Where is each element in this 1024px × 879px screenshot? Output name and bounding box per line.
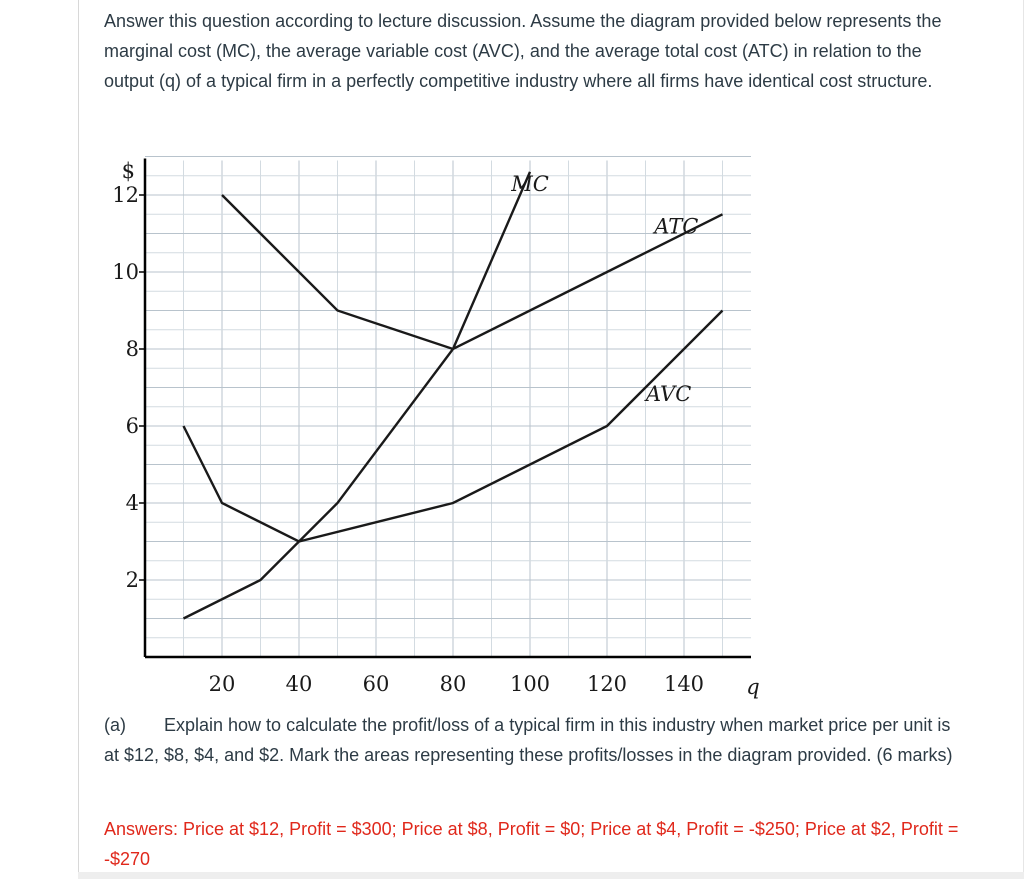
y-tick-label: 12 <box>112 183 139 207</box>
x-tick-label: 40 <box>285 672 313 696</box>
curve-mc <box>184 172 531 619</box>
curve-label-mc: MC <box>511 172 549 197</box>
content-panel-border <box>78 0 79 879</box>
answers-text: Answers: Price at $12, Profit = $300; Price at $8, Profit = $0; Price at $4, Profit = -$250; Price at $2, Profit = -$270 <box>104 819 959 869</box>
question-part-a <box>104 710 964 770</box>
x-tick-label: 80 <box>439 672 467 696</box>
x-tick-label: 140 <box>663 672 705 696</box>
curve-label-atc: ATC <box>654 214 699 239</box>
chart-curve-labels <box>510 172 698 406</box>
y-tick-label: 10 <box>112 260 139 284</box>
x-tick-label: 120 <box>586 672 628 696</box>
x-axis-label: q <box>746 675 760 699</box>
y-tick-label: 4 <box>125 491 139 515</box>
y-tick-label: 8 <box>125 337 139 361</box>
y-axis-label: $ <box>121 159 135 183</box>
x-tick-label: 60 <box>362 672 390 696</box>
y-tick-label: 2 <box>125 568 139 592</box>
x-tick-label: 20 <box>208 672 236 696</box>
part-label: (a) <box>104 715 126 735</box>
part-text: Explain how to calculate the profit/loss of a typical firm in this industry when market price per unit is at $12, $8, $4, and $2. Mark the areas representing these profits/losses in the diagram provided. (6 marks) <box>104 715 953 765</box>
question-intro: Answer this question according to lecture discussion. Assume the diagram provided below represents the marginal cost (MC), the average variable cost (AVC), and the average total cost (ATC) in relation to the output (q) of a typical firm in a perfectly competitive industry where all firms have identical cost structure. <box>104 11 942 91</box>
page-footer-strip <box>78 872 1024 879</box>
y-tick-label: 6 <box>125 414 139 438</box>
cost-curves-chart <box>100 145 760 699</box>
curve-label-avc: AVC <box>645 381 692 406</box>
x-tick-label: 100 <box>509 672 551 696</box>
